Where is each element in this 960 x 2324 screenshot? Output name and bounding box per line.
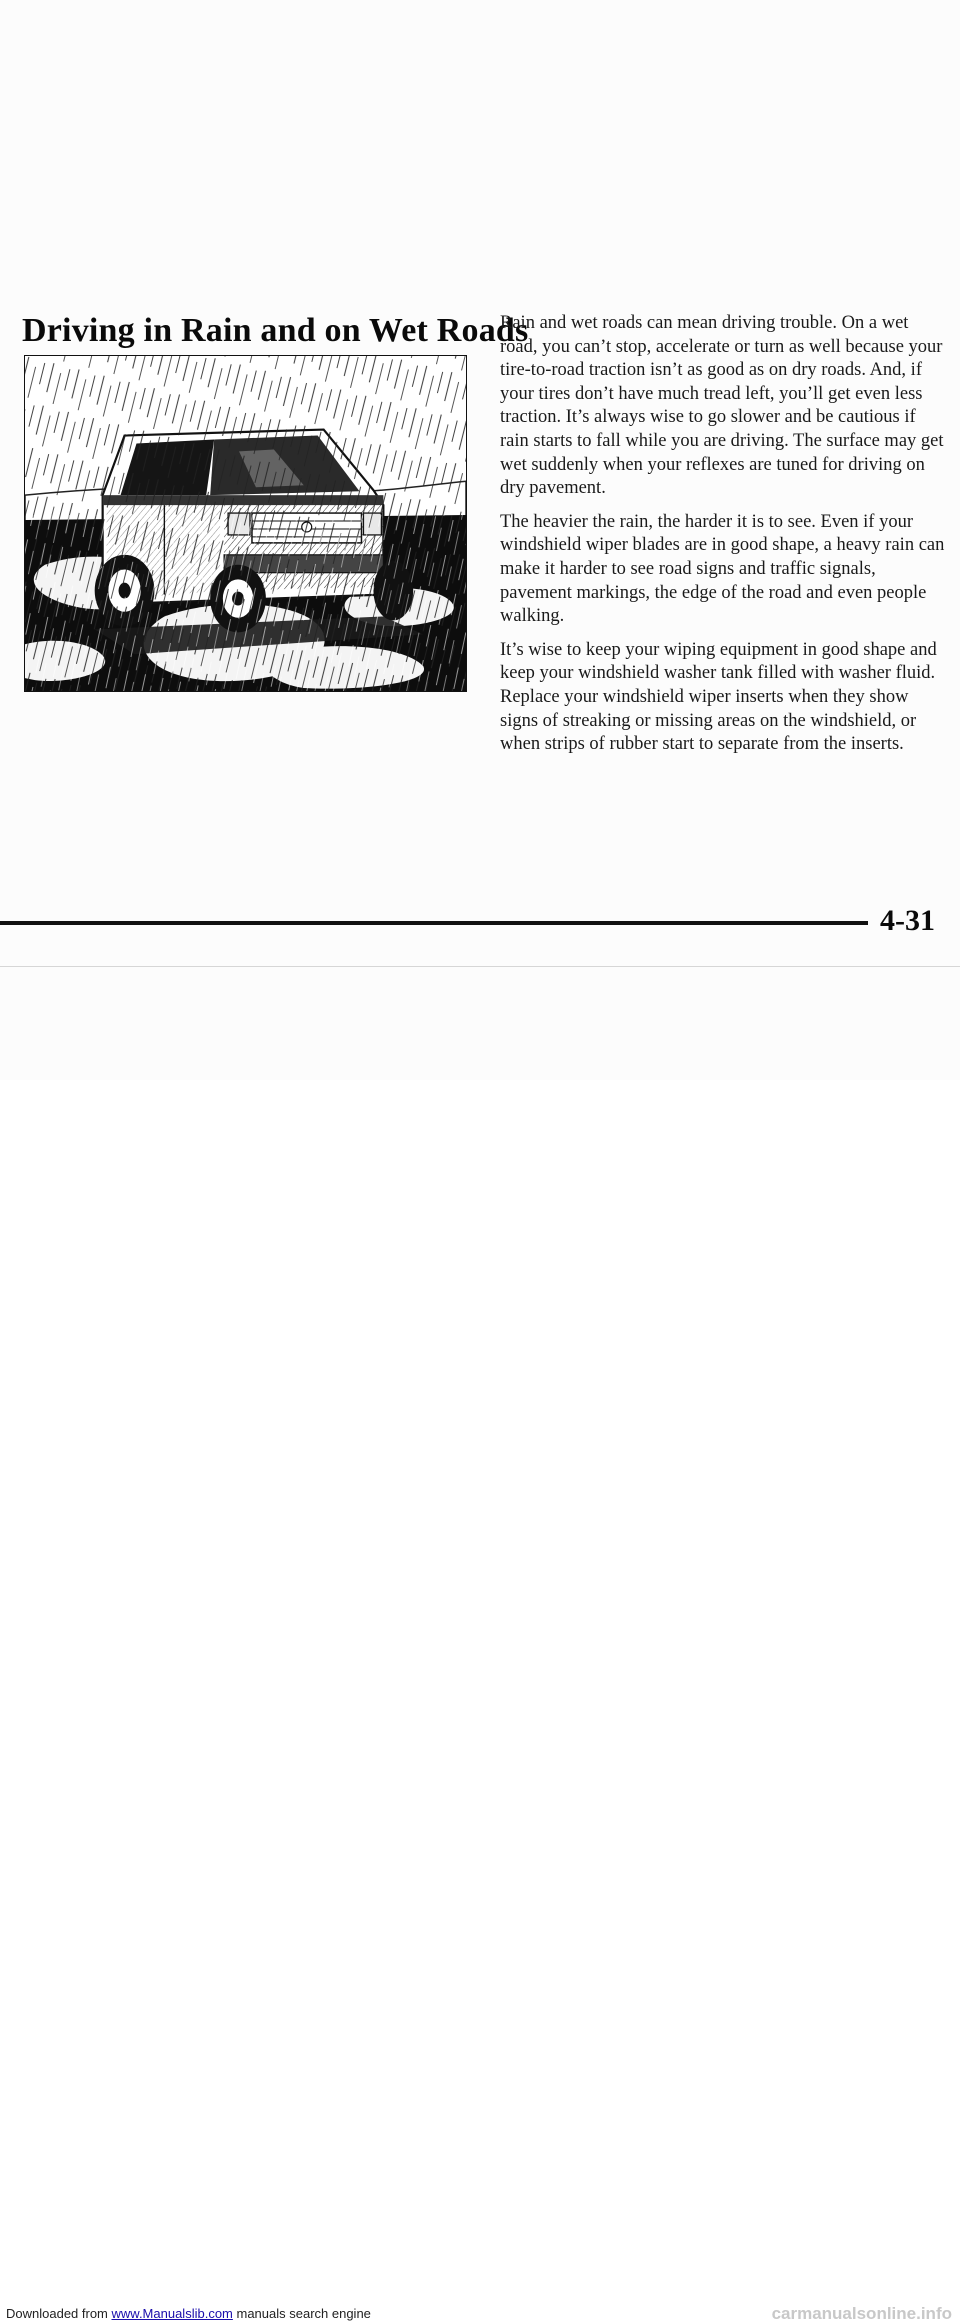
paragraph-visibility: The heavier the rain, the harder it is to see. Even if your windshield wiper blades are in good shape, a heavy rain can make it harder to see road signs and traffic signals, pavement markings, the edge of the road and even people walking. <box>500 511 945 627</box>
body-text <box>500 312 945 767</box>
page-number: 4-31 <box>880 904 935 937</box>
rain-driving-illustration <box>24 355 467 692</box>
paragraph-wiper-maintenance: It’s wise to keep your wiping equipment in good shape and keep your windshield washer tank filled with washer fluid. Replace your windshield wiper inserts when they show signs of streaking or missing areas on the windshield, or when strips of rubber start to separate from the inserts. <box>500 639 937 755</box>
manualslib-link[interactable]: www.Manualslib.com <box>111 2306 233 2321</box>
scan-edge-line <box>0 966 960 967</box>
download-footer <box>0 1080 960 2323</box>
footer-rule <box>0 921 868 925</box>
download-notice <box>6 2306 371 2321</box>
watermark-text: carmanualsonline.info <box>771 2304 952 2323</box>
section-heading: Driving in Rain and on Wet Roads <box>22 312 529 349</box>
download-notice-suffix: manuals search engine <box>232 2306 371 2321</box>
paragraph-wet-roads: Rain and wet roads can mean driving trouble. On a wet road, you can’t stop, accelerate or turn as well because your tire-to-road traction isn’t as good as on dry roads. And, if your tires don’t have much tread left, you’ll get even less traction. It’s always wise to go slower and be cautious if rain starts to fall while you are driving. The surface may get wet suddenly when your reflexes are tuned for driving on dry pavement. <box>500 313 944 499</box>
manual-page <box>0 0 960 1080</box>
download-notice-prefix: Downloaded from <box>6 2306 112 2321</box>
suv-in-rain-drawing <box>25 356 466 691</box>
